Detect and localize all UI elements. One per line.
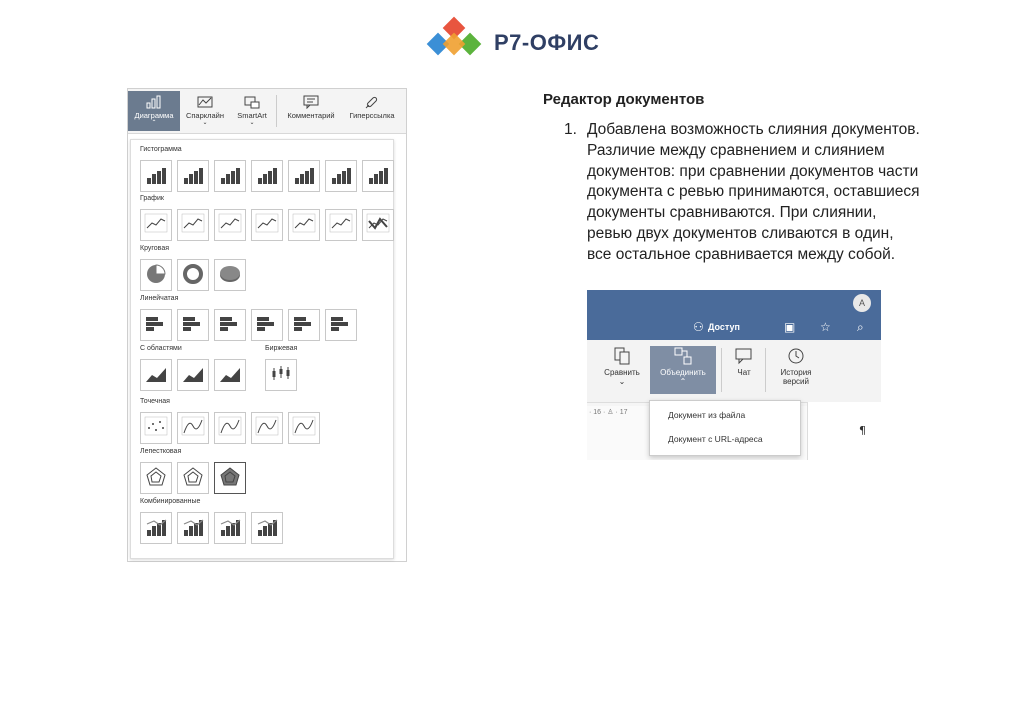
column-3d-stacked-icon [292,164,316,186]
chart-type-scatter-smooth[interactable] [214,412,246,444]
combo-column-line-secondary-icon [181,516,205,538]
chart-section-title: Комбинированные [140,498,201,505]
chart-type-area[interactable] [140,359,172,391]
column-clustered-icon [144,164,168,186]
chart-section-title: С областями [140,345,182,352]
bar-3d-clustered-icon [255,313,279,335]
comment-icon [302,95,320,109]
bar-clustered-icon [144,313,168,335]
chart-button[interactable] [128,91,180,131]
chart-type-area-100[interactable] [214,359,246,391]
compare-button[interactable] [595,346,649,386]
chart-type-scatter-smooth-markers[interactable] [177,412,209,444]
area-stacked-icon [181,363,205,385]
area-100-icon [218,363,242,385]
bar-100-icon [218,313,242,335]
document-area [807,402,881,460]
hyperlink-button-label: Гиперссылка [349,111,395,120]
compare-icon [612,346,632,366]
sparkline-button[interactable] [181,91,229,131]
line-100-icon [218,213,242,235]
radar-icon [144,466,168,488]
combo-custom-icon [255,516,279,538]
chevron-down-icon: ⌄ [618,377,626,386]
menu-item-from-file[interactable]: Документ из файла [668,410,746,420]
line-3d-icon [366,213,390,235]
scatter-lines-icon [292,416,316,438]
chart-type-column-3d-stacked[interactable] [288,160,320,192]
comment-button-label: Комментарий [287,111,335,120]
section-heading: Редактор документов [543,91,705,108]
chart-section-title: Круговая [140,245,170,252]
chart-type-pie-3d[interactable] [214,259,246,291]
comment-button[interactable] [280,91,342,131]
history-icon [786,346,806,366]
combo-column-line-icon [144,516,168,538]
sparkline-icon [196,95,214,109]
chart-type-line-100[interactable] [214,209,246,241]
logo [424,16,604,68]
logo-mark-icon [424,16,490,68]
combo-area-column-icon [218,516,242,538]
chat-button[interactable] [727,346,761,377]
ribbon-divider [721,348,722,392]
chart-type-bar-100[interactable] [214,309,246,341]
chart-type-line-markers[interactable] [251,209,283,241]
folder-icon[interactable]: ▣ [784,320,796,334]
menu-item-from-url[interactable]: Документ с URL-адреса [668,434,763,444]
chart-type-bar-3d-stacked[interactable] [288,309,320,341]
chart-type-area-stacked[interactable] [177,359,209,391]
pie-3d-icon [218,263,242,285]
column-100-icon [218,164,242,186]
chart-type-doughnut[interactable] [177,259,209,291]
chart-section-title: Лепестковая [140,448,182,455]
line-100-markers-icon [329,213,353,235]
chart-type-line[interactable] [140,209,172,241]
chart-section-title: Биржевая [265,345,298,352]
radar-markers-icon [181,466,205,488]
pilcrow-icon[interactable]: ¶ [859,424,866,437]
column-3d-clustered-icon [255,164,279,186]
chart-type-combo-column-line-secondary[interactable] [177,512,209,544]
chevron-down-icon: ⌃ [151,120,157,126]
chart-type-bar-stacked[interactable] [177,309,209,341]
stock-icon [269,363,293,385]
version-history-button[interactable] [771,346,821,386]
chart-type-bar-3d-clustered[interactable] [251,309,283,341]
sparkline-button-label: Спарклайн [185,111,225,120]
chart-type-combo-column-line[interactable] [140,512,172,544]
merge-screenshot [587,290,881,460]
scatter-smooth-markers-icon [181,416,205,438]
chart-type-scatter[interactable] [140,412,172,444]
chart-section-title: Гистограмма [140,146,182,153]
list-item-number: 1. [564,121,577,138]
insert-toolbar [128,89,406,134]
list-item-line: документы сравниваются. При слиянии, [587,204,877,222]
chart-section-title: График [140,195,164,202]
scatter-icon [144,416,168,438]
bar-3d-stacked-icon [292,313,316,335]
scatter-smooth-icon [218,416,242,438]
pie-icon [144,263,168,285]
history-label-line2: версий [783,377,809,386]
chart-type-column-3d-100[interactable] [325,160,357,192]
scatter-lines-markers-icon [255,416,279,438]
chat-icon [734,346,754,366]
chart-icon [145,95,163,109]
bar-stacked-icon [181,313,205,335]
chart-section-title: Линейчатая [140,295,179,302]
history-label-line1: История [780,368,812,377]
hyperlink-button[interactable] [342,91,402,131]
chart-type-radar-markers[interactable] [177,462,209,494]
list-item-line: документов: при сравнении документов части [587,162,919,180]
list-item-text [587,120,967,266]
search-icon[interactable]: ⌕ [857,320,864,334]
chart-type-pie[interactable] [140,259,172,291]
chart-type-column-3d-clustered[interactable] [251,160,283,192]
smartart-icon [243,95,261,109]
chevron-down-icon: ⌄ [249,120,255,126]
chart-type-bar-3d-100[interactable] [325,309,357,341]
list-item-line: Добавлена возможность слияния документов. [587,121,920,138]
chart-type-dropdown [130,139,394,559]
toolbar-divider [276,95,277,127]
chart-type-stock[interactable] [265,359,297,391]
smartart-button-label: SmartArt [237,111,267,120]
chart-type-column-100[interactable] [214,160,246,192]
list-item-line: ревью двух документов сливаются в один, [587,224,894,242]
chevron-down-icon: ⌄ [202,120,208,126]
column-3d-icon [366,164,390,186]
doughnut-icon [181,263,205,285]
review-ribbon [587,340,881,403]
line-icon [144,213,168,235]
chart-insert-panel [127,88,407,562]
compare-label: Сравнить [604,368,640,377]
column-3d-100-icon [329,164,353,186]
link-icon [363,95,381,109]
merge-button[interactable] [650,346,716,394]
chart-type-column-clustered[interactable] [140,160,172,192]
users-icon: ⚇ [693,320,704,334]
chart-type-scatter-lines[interactable] [288,412,320,444]
chart-type-combo-area-column[interactable] [214,512,246,544]
chart-section-title: Точечная [140,398,170,405]
chart-type-scatter-lines-markers[interactable] [251,412,283,444]
ribbon-divider [765,348,766,392]
ruler-marks: · 16 · ♙ · 17 [589,409,628,416]
chart-type-line-3d[interactable] [362,209,394,241]
chat-label: Чат [737,368,751,377]
bar-3d-100-icon [329,313,353,335]
chart-type-combo-custom[interactable] [251,512,283,544]
radar-filled-icon [218,466,242,488]
smartart-button[interactable] [229,91,275,131]
chart-type-bar-clustered[interactable] [140,309,172,341]
line-markers-icon [255,213,279,235]
chart-type-column-3d[interactable] [362,160,394,192]
star-icon[interactable]: ☆ [820,320,831,334]
line-stacked-markers-icon [292,213,316,235]
area-icon [144,363,168,385]
column-stacked-icon [181,164,205,186]
chart-type-radar[interactable] [140,462,172,494]
list-item-line: все остальное сравнивается между собой. [587,245,896,263]
merge-icon [673,346,693,366]
avatar[interactable]: A [853,294,871,312]
chart-type-column-stacked[interactable] [177,160,209,192]
list-item-line: Различие между сравнением и слиянием [587,141,885,159]
chart-type-line-stacked-markers[interactable] [288,209,320,241]
chevron-up-icon: ⌃ [679,377,687,386]
chart-type-line-100-markers[interactable] [325,209,357,241]
chart-type-radar-filled[interactable] [214,462,246,494]
list-item-line: документа с ревью принимаются, оставшиеся [587,183,920,201]
merge-dropdown-menu [649,400,801,456]
merge-label: Объединить [660,368,706,377]
line-stacked-icon [181,213,205,235]
chart-type-line-stacked[interactable] [177,209,209,241]
logo-text: Р7-ОФИС [494,30,600,55]
chart-button-label: Диаграмма [134,111,174,120]
editor-header [587,290,881,340]
access-button[interactable]: Доступ [708,322,740,332]
